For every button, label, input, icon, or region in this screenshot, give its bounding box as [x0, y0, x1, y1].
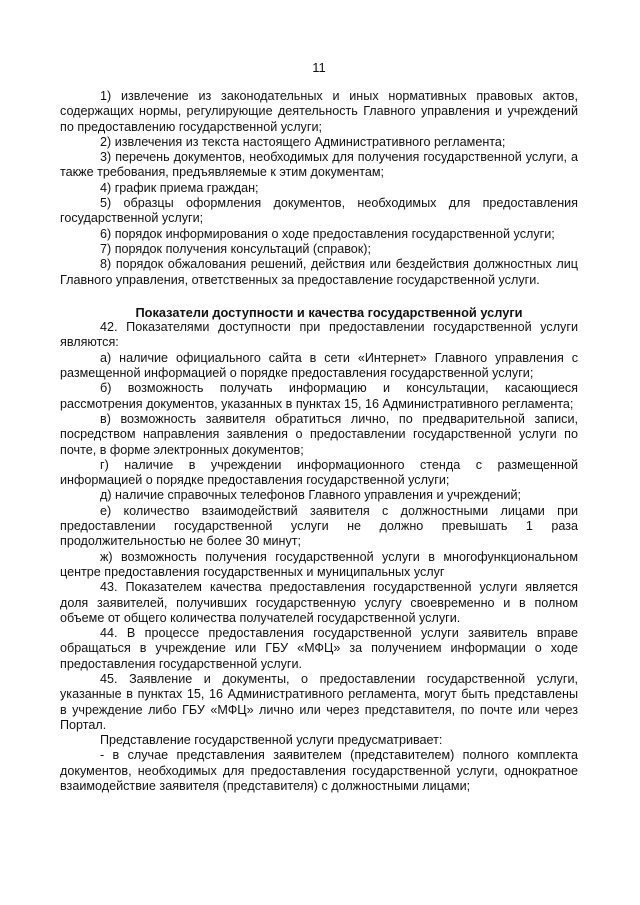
paragraph: б) возможность получать информацию и консультации, касающиеся рассмотрения документов, указанных в пунктах 15, 16 Административного регламента;	[60, 381, 578, 411]
list-item: 3) перечень документов, необходимых для получения государственной услуги, а также требования, предъявляемые к этим документам;	[60, 150, 578, 180]
information-list	[60, 89, 578, 288]
paragraph: 42. Показателями доступности при предоставлении государственной услуги являются:	[60, 320, 578, 350]
page-number: 11	[312, 60, 326, 75]
paragraph: Представление государственной услуги предусматривает:	[100, 733, 443, 748]
paragraph: д) наличие справочных телефонов Главного управления и учреждений;	[100, 488, 522, 503]
paragraph: - в случае представления заявителем (представителем) полного комплекта документов, необходимых для предоставления государственной услуги, однократное взаимодействие заявителя (представителя) с должностными лицами;	[60, 748, 578, 794]
paragraph: ж) возможность получения государственной услуги в многофункциональном центре предоставления государственных и муниципальных услуг	[60, 549, 578, 579]
paragraph: е) количество взаимодействий заявителя с должностными лицами при предоставлении государственной услуги не должно превышать 1 раза продолжительностью не более 30 минут;	[60, 503, 578, 549]
paragraph: 45. Заявление и документы, о предоставлении государственной услуги, указанные в пунктах 15, 16 Административного регламента, могут быть представлены в учреждение либо ГБУ «МФЦ» лично или через представителя, по почте или через Портал.	[60, 671, 578, 732]
list-item: 5) образцы оформления документов, необходимых для предоставления государственной услуги;	[60, 196, 578, 226]
list-item: 1) извлечение из законодательных и иных нормативных правовых актов, содержащих нормы, регулирующие деятельность Главного управления и учреждений по предоставлению государственной услуги;	[60, 89, 578, 134]
list-item: 7) порядок получения консультаций (справок);	[100, 241, 371, 256]
section-body	[60, 320, 578, 794]
list-item: 8) порядок обжалования решений, действия или бездействия должностных лиц Главного управления, ответственных за предоставление государственной услуги.	[60, 257, 578, 287]
paragraph: в) возможность заявителя обратиться лично, по предварительной записи, посредством направления заявления о предоставлении государственной услуги по почте, в форме электронных документов;	[60, 411, 578, 457]
paragraph: 44. В процессе предоставления государственной услуги заявитель вправе обращаться в учреждение или ГБУ «МФЦ» за получением информации о ходе предоставления государственной услуги.	[60, 626, 578, 671]
list-item: 2) извлечения из текста настоящего Административного регламента;	[100, 134, 506, 149]
paragraph: г) наличие в учреждении информационного стенда с размещенной информацией о порядке предоставления государственной услуги;	[60, 457, 578, 488]
paragraph: 43. Показателем качества предоставления государственной услуги является доля заявителей, получивших государственную услугу своевременно и в полном объеме от общего количества получателей государственной услуги.	[60, 580, 578, 625]
paragraph: а) наличие официального сайта в сети «Интернет» Главного управления с размещенной информацией о порядке предоставления государственной услуги;	[60, 350, 578, 381]
section-heading: Показатели доступности и качества государственной услуги	[135, 304, 523, 320]
list-item: 6) порядок информирования о ходе предоставления государственной услуги;	[100, 226, 555, 241]
list-item: 4) график приема граждан;	[100, 180, 259, 195]
